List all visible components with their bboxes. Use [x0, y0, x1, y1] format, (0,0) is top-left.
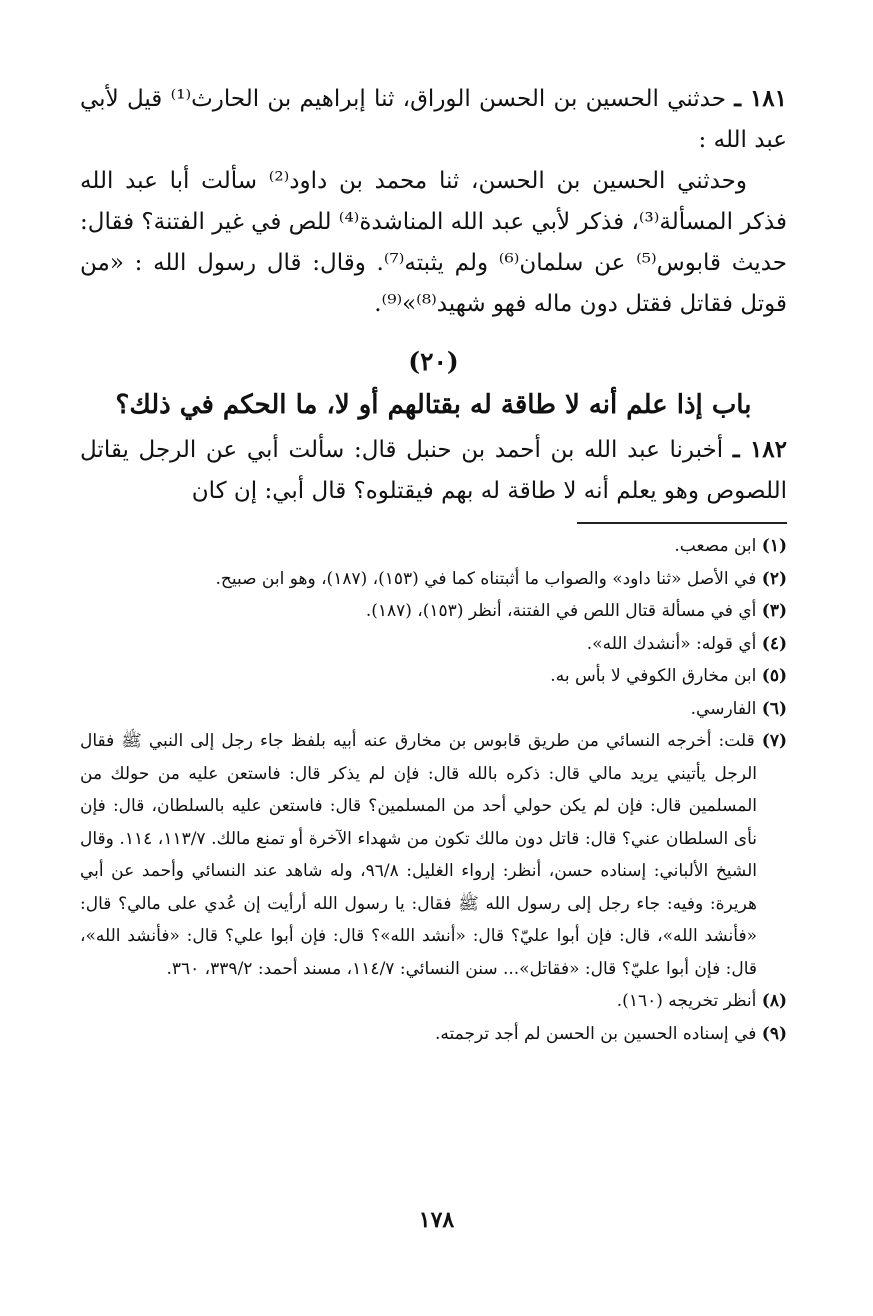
footnotes	[80, 530, 787, 1050]
chapter-title: باب إذا علم أنه لا طاقة له بقتالهم أو لا، ما الحكم في ذلك؟	[115, 390, 752, 420]
footnote-text: أي قوله: «أنشدك الله».	[586, 633, 757, 654]
footnote-9	[80, 1018, 787, 1051]
footnote-text: ابن مصعب.	[674, 536, 757, 556]
footnote-4	[80, 628, 787, 661]
main-text-2	[80, 429, 787, 512]
footnote-number: (١)	[761, 536, 787, 556]
footnote-number: (٩)	[761, 1023, 787, 1044]
page-number: ١٧٨	[418, 1207, 455, 1233]
hadith-number-182: ١٨٢ ـ	[732, 436, 788, 463]
footnote-text: أنظر تخريجه (١٦٠).	[616, 991, 757, 1011]
footnote-text: في إسناده الحسين بن الحسن لم أجد ترجمته.	[434, 1023, 757, 1044]
footnote-number: (٥)	[761, 666, 787, 686]
footnote-text: قلت: أخرجه النسائي من طريق قابوس بن مخارق عنه أبيه بلفظ جاء رجل إلى النبي ﷺ فقال الرجل يأتيني يريد مالي قال: ذكره بالله قال: فإن لم يذكر قال: فاستعن عليه من حولك من المسلمين قال: فإن لم يكن حولي أحد من المسلمين؟ قال: فاستعن عليه بالسلطان، قال: فإن نأى السلطان عني؟ قال: قاتل دون مالك تكون من شهداء الآخرة أو تمنع مالك. ١١٣/٧، ١١٤. وقال الشيخ الألباني: إسناده حسن، أنظر: إرواء الغليل: ٩٦/٨، وله شاهد عند النسائي وأحمد عن أبي هريرة: وفيه: جاء رجل إلى رسول الله ﷺ فقال: يا رسول الله أرأيت إن عُدي على مالي؟ قال: «فأنشد الله»، قال: فإن أبوا عليّ؟ قال: «أنشد الله»؟ قال: فإن أبوا علي؟ قال: «فأنشد الله»، قال: فإن أبوا عليّ؟ قال: «فقاتل»... سنن النسائي: ١١٤/٧، مسند أحمد: ٣٣٩/٢، ٣٦٠.	[80, 731, 758, 979]
footnote-number: (٨)	[761, 991, 787, 1011]
paragraph-182	[80, 429, 787, 512]
paragraph-181-text: حدثني الحسين بن الحسن الوراق، ثنا إبراهيم بن الحارث⁽¹⁾ قيل لأبي عبد الله :	[80, 86, 787, 153]
footnote-number: (٦)	[761, 698, 787, 719]
paragraph-181-continued-text: وحدثني الحسين بن الحسن، ثنا محمد بن داود⁽²⁾ سألت أبا عبد الله فذكر المسألة⁽³⁾، فذكر لأبي عبد الله المناشدة⁽⁴⁾ للص في غير الفتنة؟ فقال: حديث قابوس⁽⁵⁾ عن سلمان⁽⁶⁾ ولم يثبته⁽⁷⁾. وقال: قال رسول الله : «من قوتل فقاتل فقتل دون ماله فهو شهيد⁽⁸⁾»⁽⁹⁾.	[80, 168, 787, 317]
main-text	[80, 78, 787, 325]
footnote-7	[80, 725, 787, 985]
footnote-number: (٤)	[761, 633, 787, 654]
footnote-text: في الأصل «ثنا داود» والصواب ما أثبتناه كما في (١٥٣)، (١٨٧)، وهو ابن صبيح.	[215, 568, 757, 589]
footnote-8	[80, 985, 787, 1018]
footnote-number: (٢)	[761, 568, 787, 589]
footnote-1	[80, 530, 787, 563]
paragraph-182-text: أخبرنا عبد الله بن أحمد بن حنبل قال: سألت أبي عن الرجل يقاتل اللصوص وهو يعلم أنه لا طاقة له بهم فيقتلوه؟ قال أبي: إن كان	[80, 437, 787, 504]
footnote-5	[80, 660, 787, 693]
paragraph-181-continued	[80, 161, 787, 325]
chapter-number: (٢٠)	[408, 347, 459, 376]
page-body	[80, 78, 787, 1050]
footnote-2	[80, 563, 787, 596]
paragraph-181	[80, 78, 787, 161]
footnote-text: أي في مسألة قتال اللص في الفتنة، أنظر (١٥٣)، (١٨٧).	[365, 601, 757, 621]
hadith-number-181: ١٨١ ـ	[734, 85, 787, 112]
footnote-3	[80, 595, 787, 628]
footnote-number: (٣)	[761, 601, 787, 621]
footnote-divider	[577, 522, 787, 524]
footnote-text: الفارسي.	[690, 698, 757, 719]
footnote-text: ابن مخارق الكوفي لا بأس به.	[550, 666, 757, 686]
footnote-number: (٧)	[761, 731, 788, 751]
footnote-6	[80, 693, 787, 726]
